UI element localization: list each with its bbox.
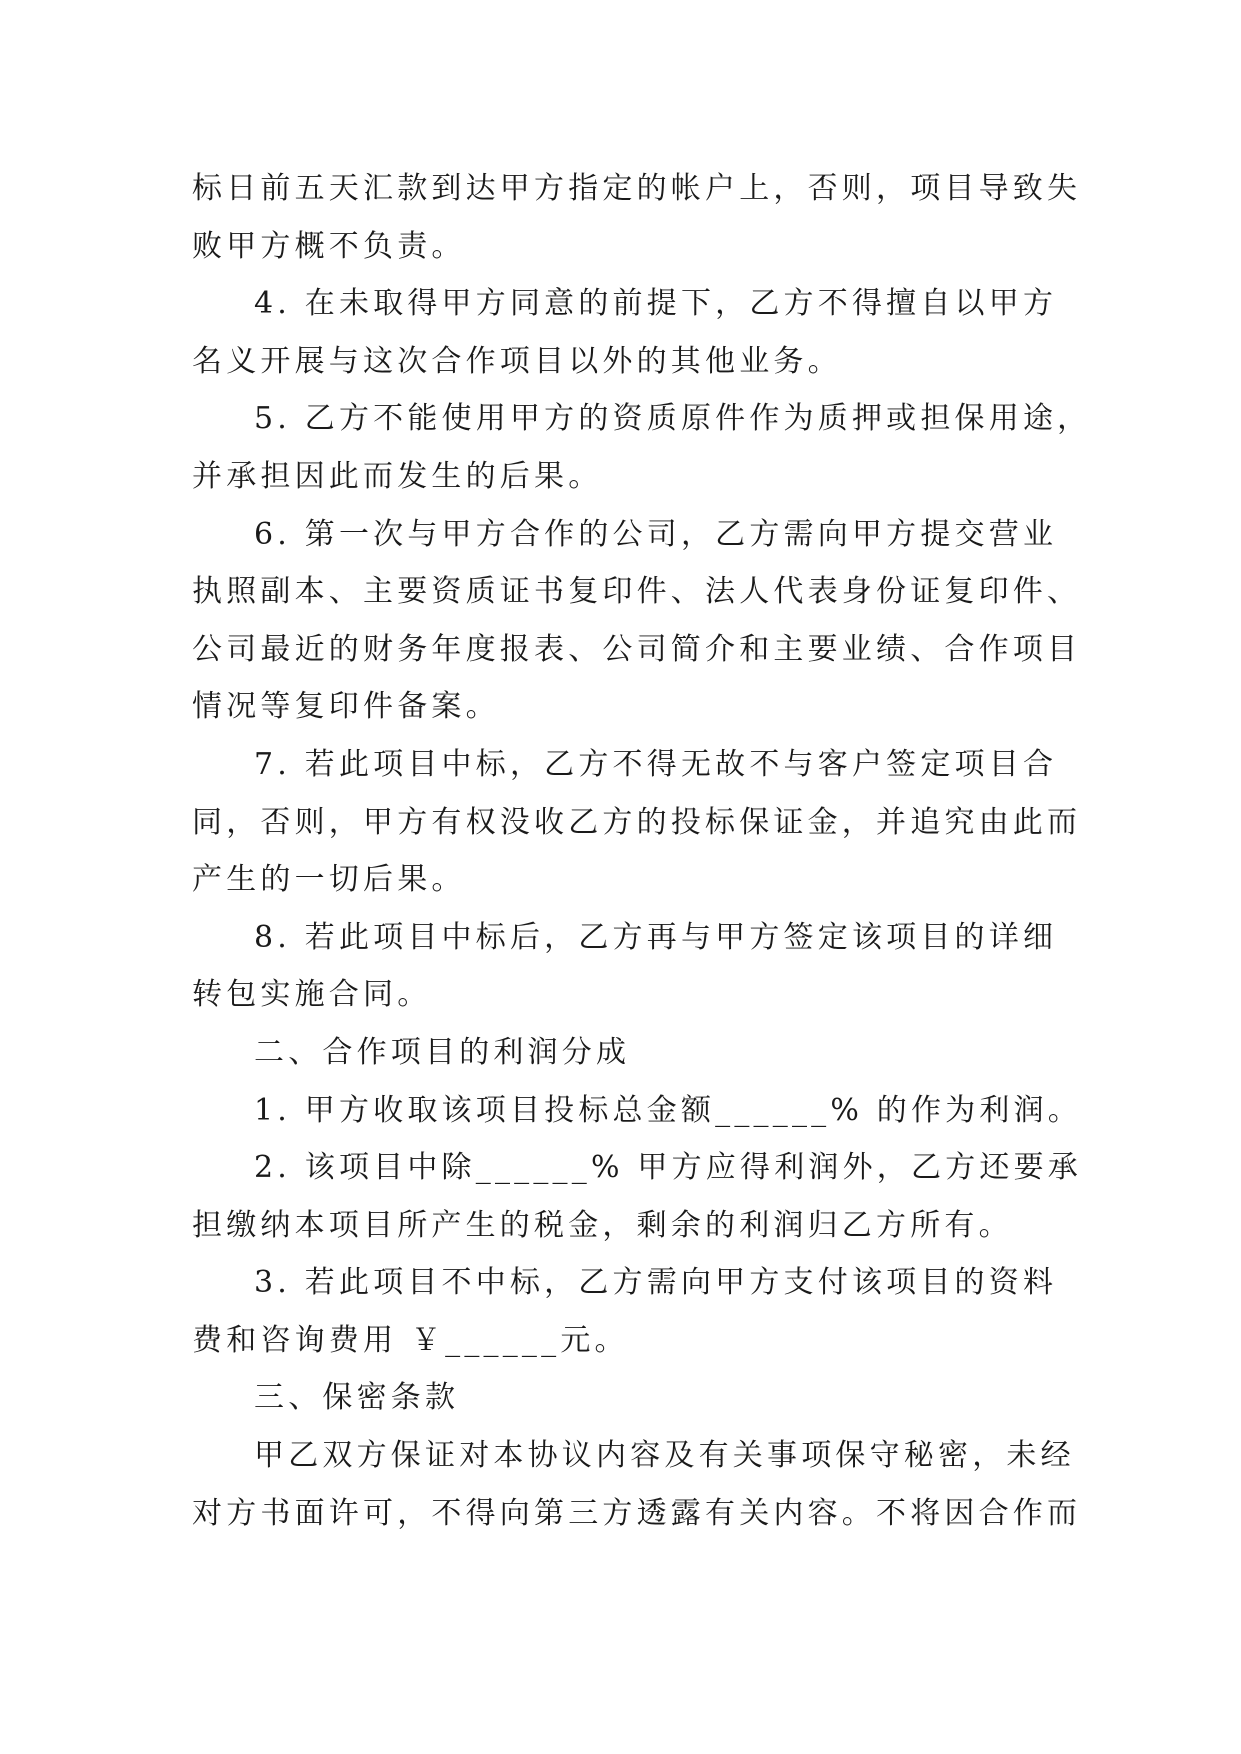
text-line: 执照副本、主要资质证书复印件、法人代表身份证复印件、 bbox=[192, 574, 1082, 610]
confidentiality-paragraph: 甲乙双方保证对本协议内容及有关事项保守秘密，未经 bbox=[254, 1438, 1075, 1474]
profit-clause-1: 1. 甲方收取该项目投标总金额______% 的作为利润。 bbox=[254, 1092, 1083, 1128]
text-line: 并承担因此而发生的后果。 bbox=[192, 458, 603, 494]
text-line: 败甲方概不负责。 bbox=[192, 228, 466, 264]
text-line: 情况等复印件备案。 bbox=[192, 689, 500, 725]
profit-clause-2: 2. 该项目中除______% 甲方应得利润外，乙方还要承 bbox=[254, 1150, 1083, 1186]
text-line: 对方书面许可，不得向第三方透露有关内容。不将因合作而 bbox=[192, 1495, 1082, 1531]
clause-8: 8. 若此项目中标后，乙方再与甲方签定该项目的详细 bbox=[254, 919, 1058, 955]
section-heading-profit: 二、合作项目的利润分成 bbox=[254, 1034, 631, 1070]
document-body bbox=[192, 160, 1092, 1542]
clause-4: 4. 在未取得甲方同意的前提下，乙方不得擅自以甲方 bbox=[254, 286, 1058, 322]
text-line: 同，否则，甲方有权没收乙方的投标保证金，并追究由此而 bbox=[192, 804, 1082, 840]
clause-6: 6. 第一次与甲方合作的公司，乙方需向甲方提交营业 bbox=[254, 516, 1058, 552]
text-line: 产生的一切后果。 bbox=[192, 862, 466, 898]
text-line: 名义开展与这次合作项目以外的其他业务。 bbox=[192, 343, 842, 379]
profit-clause-3: 3. 若此项目不中标，乙方需向甲方支付该项目的资料 bbox=[254, 1265, 1058, 1301]
text-line: 公司最近的财务年度报表、公司简介和主要业绩、合作项目 bbox=[192, 631, 1082, 667]
text-line: 担缴纳本项目所产生的税金，剩余的利润归乙方所有。 bbox=[192, 1207, 1013, 1243]
text-line: 费和咨询费用 ￥______元。 bbox=[192, 1322, 629, 1358]
section-heading-confidentiality: 三、保密条款 bbox=[254, 1380, 460, 1416]
clause-7: 7. 若此项目中标，乙方不得无故不与客户签定项目合 bbox=[254, 746, 1058, 782]
clause-5: 5. 乙方不能使用甲方的资质原件作为质押或担保用途， bbox=[254, 401, 1092, 437]
text-line: 标日前五天汇款到达甲方指定的帐户上，否则，项目导致失 bbox=[192, 171, 1082, 206]
text-line: 转包实施合同。 bbox=[192, 977, 432, 1013]
